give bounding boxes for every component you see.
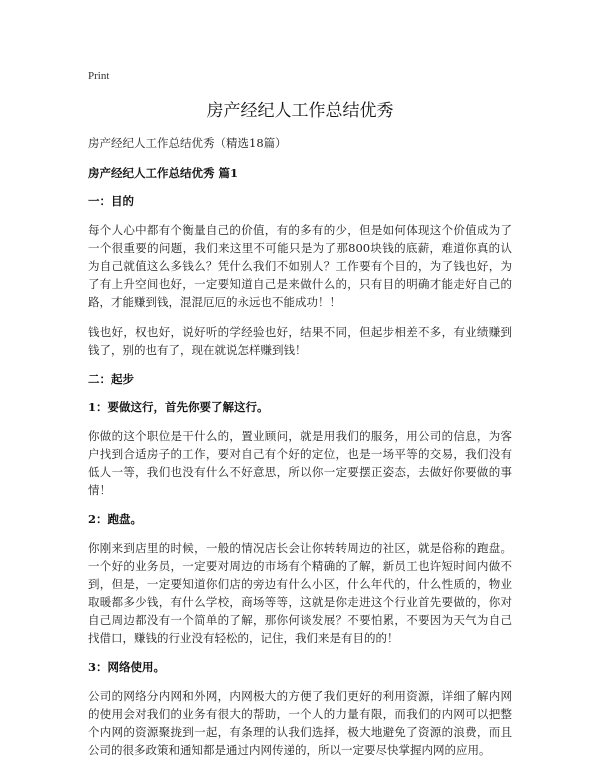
section-heading: 房产经纪人工作总结优秀 篇1 bbox=[88, 166, 239, 180]
section-heading: 一：目的 bbox=[88, 194, 134, 208]
section-heading: 二：起步 bbox=[88, 372, 134, 386]
paragraph: 你刚来到店里的时候，一般的情况店长会让你转转周边的社区，就是俗称的跑盘。一个好的业务员，一定要对周边的市场有个精确的了解，新员工也许短时间内做不到，但是，一定要知道你们店的旁边有什么小区，什么年代的，什么性质的，物业取暖都多少钱，有什么学校，商场等等，这就是你走进这个行业首先要做的，你对自己周边都没有一个简单的了解，那你何谈发展？不要怕累，不要因为天气为自己找借口，赚钱的行业没有轻松的，记住，我们来是有目的的！ bbox=[88, 541, 512, 645]
paragraph: 公司的网络分内网和外网，内网极大的方便了我们更好的利用资源，详细了解内网的使用会对我们的业务有很大的帮助，一个人的力量有限，而我们的内网可以把整个内网的资源聚拢到一起，有条理的认我们选择，极大地避免了资源的浪费，而且公司的很多政策和通知都是通过内网传递的，所以一定要尽快掌握内网的应用。 bbox=[88, 689, 512, 757]
document-page bbox=[88, 70, 512, 771]
section-heading: 3：网络使用。 bbox=[88, 660, 166, 674]
print-label[interactable]: Print bbox=[88, 70, 110, 82]
section-heading: 1：要做这行，首先你要了解这行。 bbox=[88, 400, 269, 414]
section-heading: 2：跑盘。 bbox=[88, 512, 143, 526]
paragraph: 每个人心中都有个衡量自己的价值，有的多有的少，但是如何体现这个价值成为了一个很重要的问题，我们来这里不可能只是为了那800块钱的底薪，难道你真的认为自己就值这么多钱么？凭什么我们不如别人？工作要有个目的，为了钱也好，为了有上升空间也好，一定要知道自己是来做什么的，只有目的明确才能走好自己的路，才能赚到钱，混混厄厄的永远也不能成功！！ bbox=[88, 223, 512, 309]
document-subtitle: 房产经纪人工作总结优秀（精选18篇） bbox=[88, 136, 287, 150]
paragraph: 钱也好，权也好，说好听的学经验也好，结果不同，但起步相差不多，有业绩赚到钱了，别的也有了，现在就说怎样赚到钱！ bbox=[88, 325, 512, 357]
paragraph: 你做的这个职位是干什么的，置业顾问，就是用我们的服务，用公司的信息，为客户找到合适房子的工作，要对自己有个好的定位，也是一场平等的交易，我们没有低人一等，我们也没有什么不好意思，所以你一定要摆正姿态，去做好你要做的事情！ bbox=[88, 429, 512, 497]
document-title: 房产经纪人工作总结优秀 bbox=[206, 101, 394, 121]
